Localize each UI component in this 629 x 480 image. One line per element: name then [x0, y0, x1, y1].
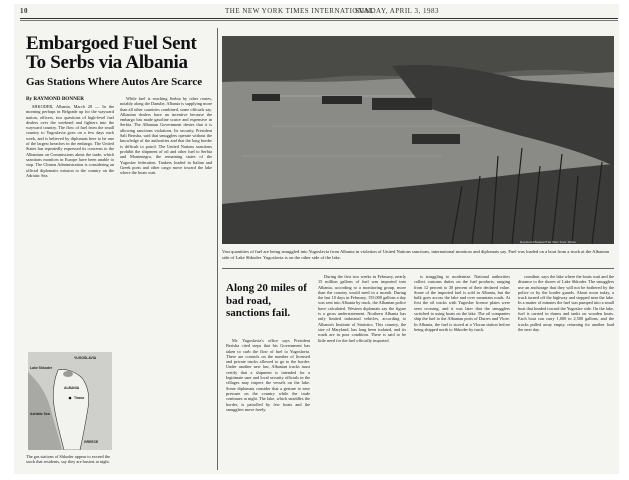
article-subhead: Gas Stations Where Autos Are Scarce [26, 76, 203, 88]
photo-caption: Vast quantities of fuel are being smuggled into Yugoslavia from Albania in violation of United Nations sanctions, international monitors and diplomats say. Fuel was loaded on a boat from a truck at the Albanian side of Lake Shkoder. Yugoslavia is on the other side of the lake. [222, 249, 609, 260]
body-column-5-text: is struggling to modernize. National authorities collect customs duties on the fuel products, ranging from 12 percent to 30 percent of their declared value. Some of the imported fuel is sold in Albania, but the bulk goes across the lake and over mountain roads. At first the oil trucks with Yugoslav license plates were seen crossing, and it was later that the smugglers switched to using boats on the lake. The oil companies ship the fuel to the Albanian ports of Durres and Vlore. In Albania, the fuel is stored at a Vloran station before being shipped north to Shkoder by truck. [414, 274, 510, 332]
locator-map [28, 352, 112, 450]
page-number: 10 [20, 7, 28, 15]
map-label-greece: GREECE [84, 440, 99, 444]
news-photo [222, 36, 614, 244]
map-label-yugoslavia: YUGOSLAVIA [74, 356, 97, 360]
body-column-3-text: Mr. Yugoslavia's office says President Berisha cited steps that his Government has taken to curb the flow of fuel to Yugoslavia. There are controls on the number of licensed and private trucks allowed to go to the border. Under another new law, Albanian trucks must certify that a shipment is intended for a legitimate user and local security officials in the villages may inspect the vessels on the lake. Some diplomats consider that a gesture to ease pressure on the country while the trade continues at night. The lake, which straddles the border, is patrolled by few boats and the smugglers move freely. [226, 338, 310, 412]
left-column-rule [217, 28, 218, 470]
body-column-1-text: SHKODER, Albania, March 28 — In the morning perhaps in Belgrade up for the wayward nation, officers, two questions of high-level fuel dealers over the weekend and fighters into the wayward country. The flow of fuel from the small country to Yugoslavia goes on a few days each week, and is believed by diplomats here to be one of the largest breaches in the embargo. The United States has repeatedly expressed its concerns to the Albanians on Commissions about the trade, which sanctions monitors in Europe have been unable to stop. The Clinton Administration is considering an official diplomatic mission to the country on the Adriatic Sea. [26, 104, 114, 178]
pull-quote: Along 20 miles of bad road, sanctions fail. [226, 282, 307, 319]
body-column-5 [414, 274, 510, 466]
article-byline: By RAYMOND BONNER [26, 96, 85, 102]
map-label-albania: ALBANIA [64, 386, 80, 390]
smuggling-boat-2 [322, 96, 362, 104]
smuggling-boat-4 [412, 134, 460, 144]
paper-title: THE NEW YORK TIMES INTERNATIONAL [225, 7, 374, 15]
body-column-2-text: While fuel is reaching Serbia by other routes, notably along the Danube, Albania is supplying more than all other countries combined, some officials say. Albanian dealers have an incentive because the embargo has made gasoline scarce and expensive in Serbia. The Albanian Government denies that it is allowing sanctions violations. Its security, President Sali Berisha, said that smugglers operate without the knowledge of the authorities and that the long border is difficult to patrol. The United Nations sanctions prohibit the shipment of oil and other fuel to Serbia and Montenegro, the remaining states of the Yugoslav federation. Tankers loaded in Italian and Greek ports and other cargo move toward the lake where the boats wait. [120, 96, 212, 176]
body-column-4-text: During the first two weeks in February, nearly 15 million gallons of fuel was imported into Albania, according to a monitoring group, more than the country would need in a month. During the last 10 days in February, 155,000 gallons a day was sent into Albania by truck, the Albanian police have calculated. Western diplomats say the figure is a gross understatement. Northern Albania has only limited industrial vehicles, according to Albania's Institute of Statistics. This country, the size of Maryland, has long been isolated, and its roads are in poor condition. There is said to be little need for the fuel officially imported. [318, 274, 406, 343]
map-label-lake: Lake Shkoder [30, 366, 53, 370]
photo-credit: Raymond Bonner/The New York Times [520, 240, 576, 244]
body-column-6-text: coastline, says the lake where the boats wait and the distance to the shores of Lake Shkoder. The smugglers use an anchorage that they will not be bothered by the police or by the border guards. About noon today, a truck turned off the highway and stopped near the lake. In a matter of minutes the fuel was pumped into a small boat that headed toward the Yugoslav side. On the lake, fuel is carried in drums and tanks on wooden boats. Each boat can carry 1,000 to 2,500 gallons, and the trucks pulled away empty, returning for another load the next day. [518, 274, 614, 332]
article-headline: Embargoed Fuel Sent To Serbs via Albania [26, 33, 197, 73]
body-column-6 [518, 274, 614, 466]
masthead-rule [20, 18, 618, 19]
lake-photo-graphic [222, 36, 614, 244]
body-column-3 [226, 274, 310, 466]
issue-date: SUNDAY, APRIL 3, 1983 [355, 7, 439, 15]
smuggling-boat-3 [252, 94, 280, 101]
body-column-2 [120, 96, 212, 466]
caption-rule [222, 268, 614, 269]
map-label-tirana: Tirana [74, 396, 85, 400]
map-label-sea: Adriatic Sea [30, 412, 50, 416]
body-column-1 [26, 104, 114, 348]
masthead [20, 5, 618, 17]
smuggling-boat-1 [372, 98, 432, 110]
masthead-rule-thin [20, 20, 618, 21]
map-caption: The gas stations of Shkoder appear to exceed the stock that residents, say they are busiest at night. [26, 454, 110, 465]
body-column-4 [318, 274, 406, 466]
tirana-marker [69, 397, 72, 400]
lake-shkoder-shape [63, 371, 73, 377]
